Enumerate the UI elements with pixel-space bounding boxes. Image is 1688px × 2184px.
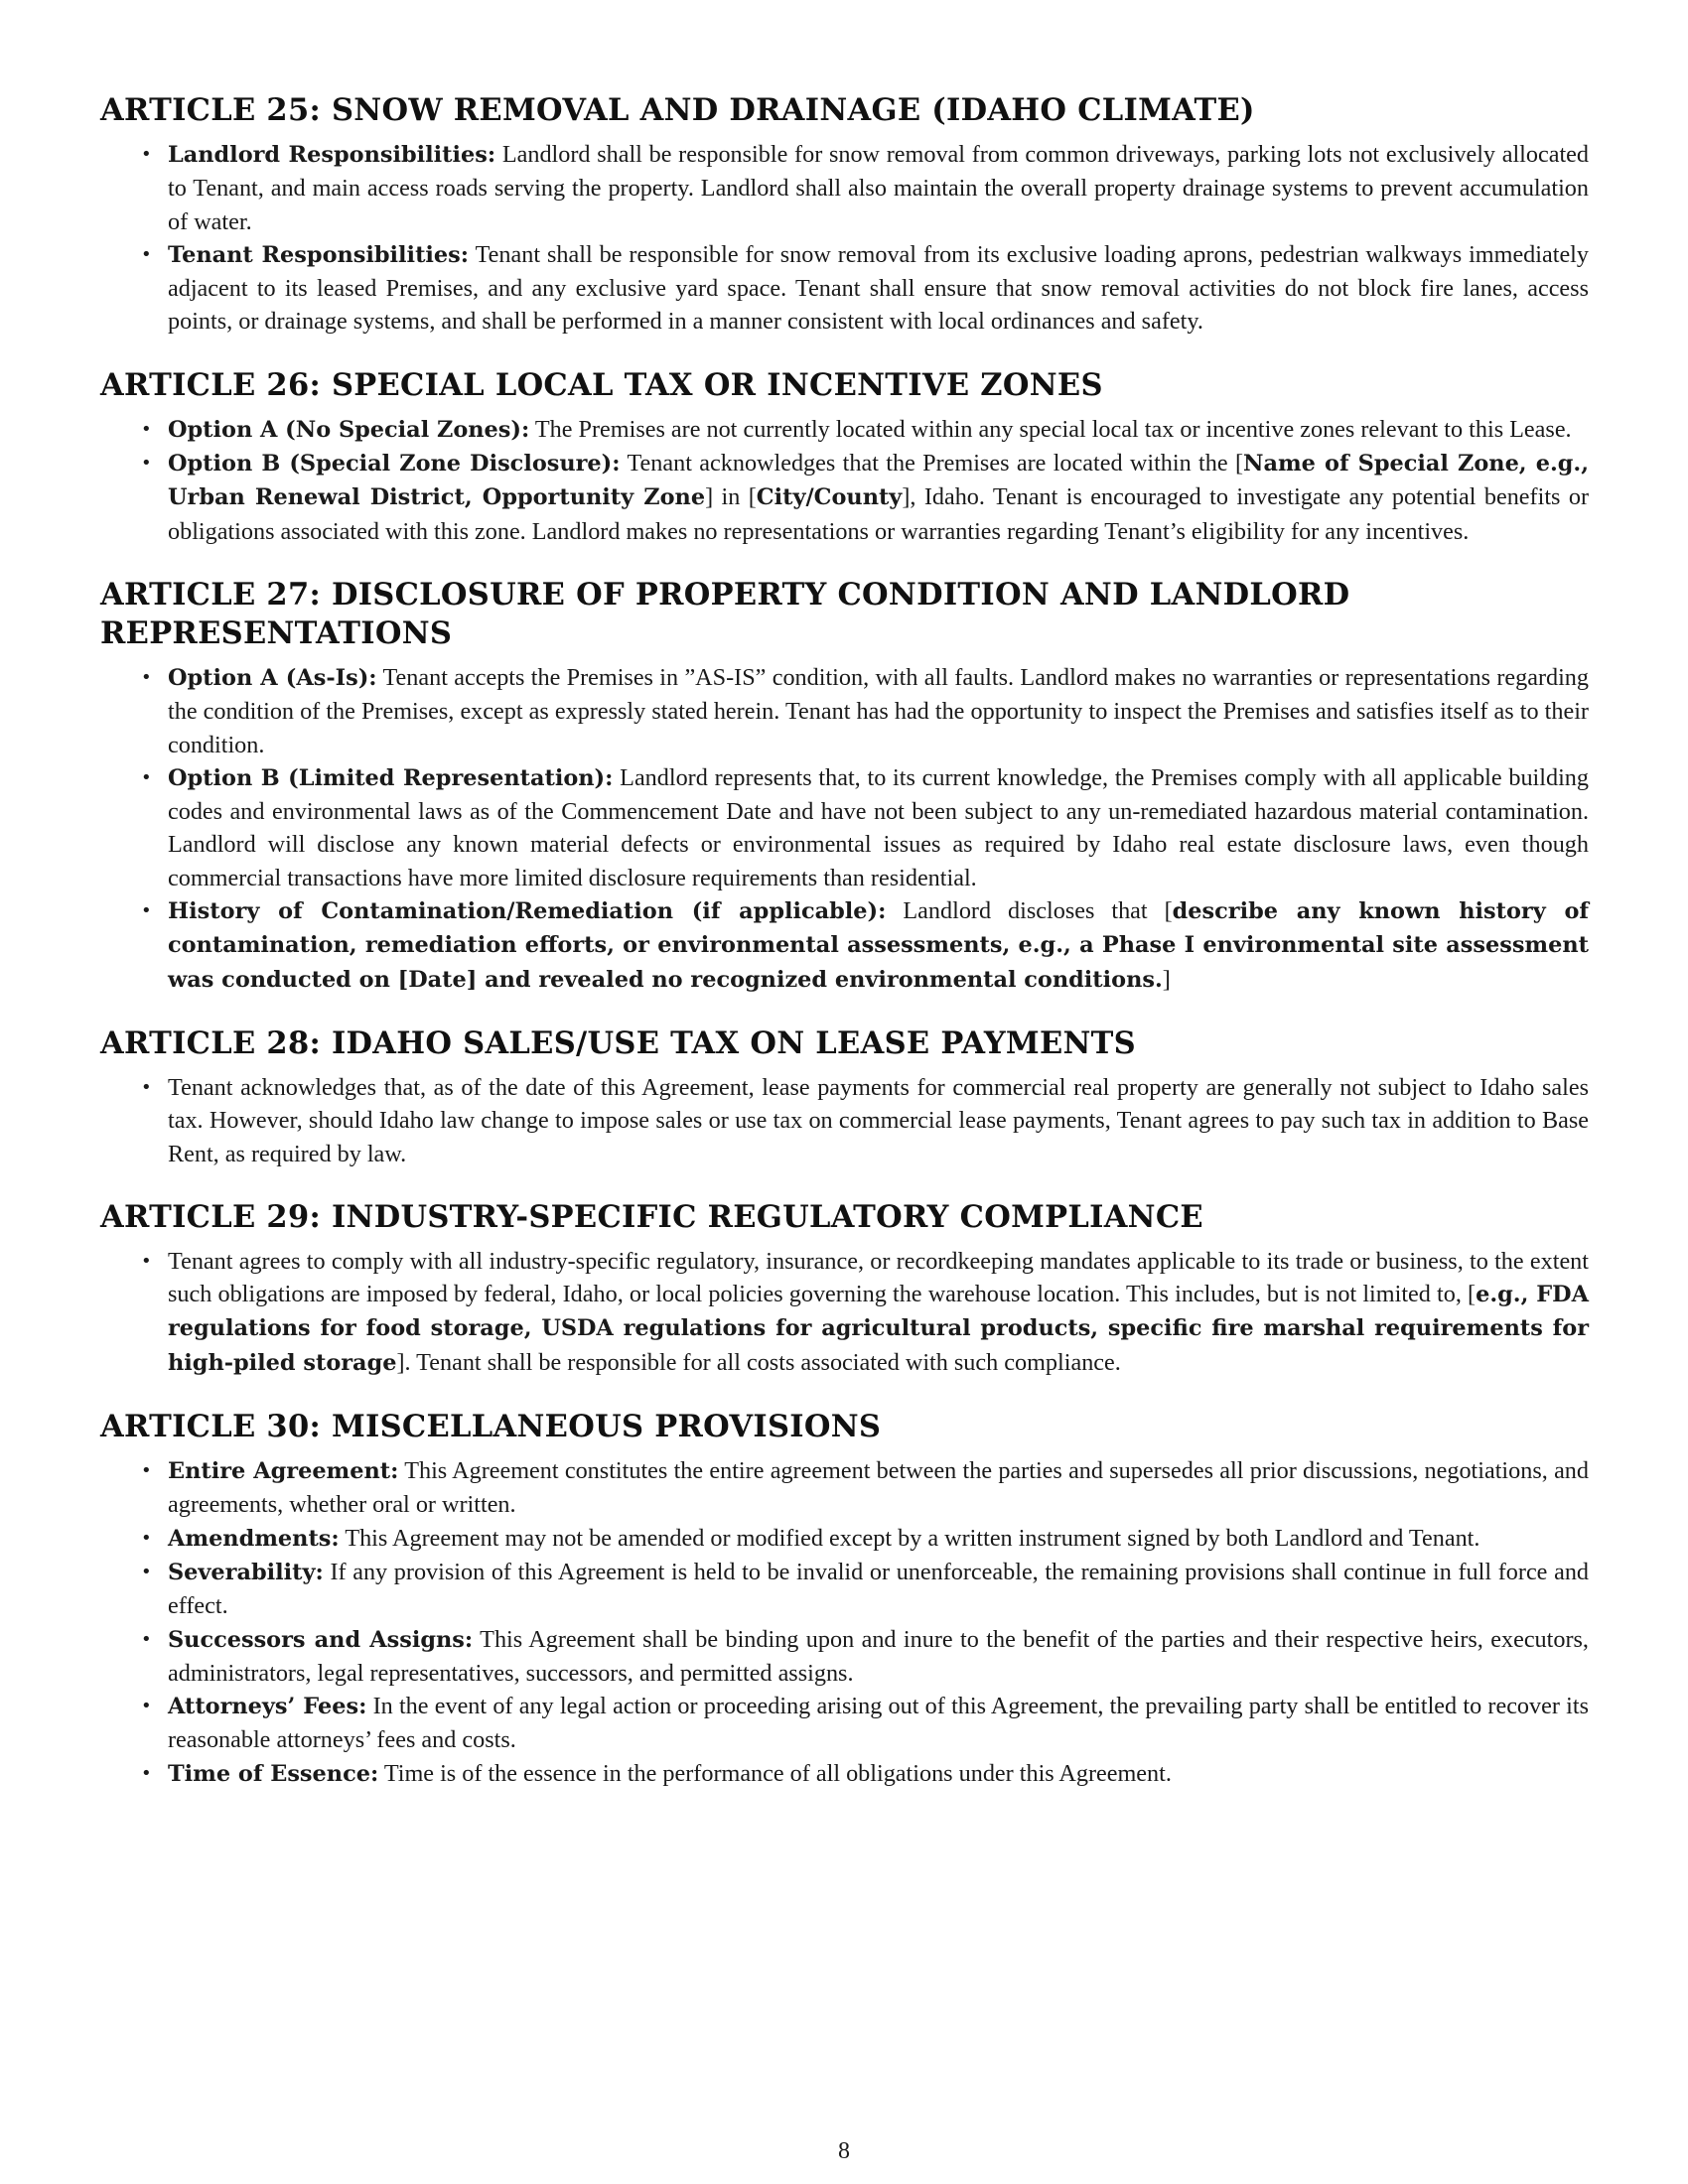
list-item-option-b [141, 447, 1589, 548]
item-text: Landlord shall be responsible for snow removal from common driveways, parking lots not exclusively allocated to Tenant, and main access roads serving the property. Landlord shall also maintain the overall property drainage systems to prevent accumulation of water. [168, 141, 1590, 235]
item-text: Landlord represents that, to its current knowledge, the Premises comply with all applicable building codes and environmental laws as of the Commencement Date and have not been subject to any un-remediated hazardous material contamination. Landlord will disclose any known material defects or environmental issues as required by Idaho real estate disclosure laws, even though commercial transactions have more limited disclosure requirements than residential. [168, 763, 1589, 891]
article-list [100, 413, 1589, 548]
item-text: ]. Tenant shall be responsible for all costs associated with such compliance. [396, 1348, 1121, 1376]
list-item-entire-agreement [141, 1454, 1589, 1522]
article-29 [100, 1198, 1589, 1380]
article-28 [100, 1024, 1589, 1170]
bullet-icon: • [141, 243, 152, 265]
article-list [100, 1245, 1589, 1380]
bullet-icon: • [141, 1628, 152, 1650]
item-text: Tenant acknowledges that the Premises are located within the [ [627, 450, 1244, 478]
item-label: History of Contamination/Remediation (if applicable): [168, 898, 887, 925]
item-text: This Agreement shall be binding upon and inure to the benefit of the parties and their respective heirs, executors, administrators, legal representatives, successors, and permitted assigns. [168, 1625, 1589, 1687]
item-label: Time of Essence: [168, 1760, 379, 1787]
item-label: Entire Agreement: [168, 1458, 399, 1485]
article-30 [100, 1408, 1589, 1791]
item-label: Option B (Limited Representation): [168, 764, 614, 791]
list-item-landlord-responsibilities [141, 138, 1590, 238]
item-text: This Agreement constitutes the entire agreement between the parties and supersedes all prior discussions, negotiations, and agreements, whether oral or written. [168, 1457, 1589, 1519]
article-27 [100, 576, 1589, 997]
placeholder-contamination-description: describe any known history of contamination, remediation efforts, or environmental assessments, e.g., a Phase I environmental site assessment was conducted on [Date] and revealed no recognized environmental conditions. [168, 898, 1590, 993]
placeholder-city-county: City/County [756, 484, 903, 511]
list-item-severability [141, 1556, 1590, 1623]
item-text: Tenant accepts the Premises in ”AS-IS” condition, with all faults. Landlord makes no warranties or representations regarding the condition of the Premises, except as expressly stated herein. Tenant has had the opportunity to inspect the Premises and satisfies itself as to their condition. [168, 663, 1589, 758]
article-list [100, 1454, 1589, 1791]
article-list [100, 661, 1589, 997]
article-title: ARTICLE 28: IDAHO SALES/USE TAX ON LEASE PAYMENTS [100, 1024, 1137, 1061]
list-item-attorneys-fees [141, 1690, 1589, 1757]
list-item-tenant-responsibilities [141, 238, 1589, 339]
item-text: Tenant acknowledges that, as of the date of this Agreement, lease payments for commercial real property are generally not subject to Idaho sales tax. However, should Idaho law change to impose sales or use tax on commercial lease payments, Tenant agrees to pay such tax in addition to Base Rent, as required by law. [168, 1073, 1589, 1167]
item-text: Time is of the essence in the performance of all obligations under this Agreement. [383, 1759, 1172, 1787]
list-item-option-a [141, 413, 1589, 447]
list-item-option-a [141, 661, 1589, 761]
item-label: Tenant Responsibilities: [168, 241, 470, 268]
article-title: ARTICLE 29: INDUSTRY-SPECIFIC REGULATORY COMPLIANCE [100, 1198, 1203, 1235]
bullet-icon: • [141, 666, 152, 688]
page-number: 8 [838, 2138, 850, 2164]
item-text: In the event of any legal action or proceeding arising out of this Agreement, the prevailing party shall be entitled to recover its reasonable attorneys’ fees and costs. [168, 1693, 1589, 1754]
bullet-icon: • [141, 1250, 152, 1272]
item-label: Successors and Assigns: [168, 1626, 474, 1653]
item-text: Landlord discloses that [ [903, 897, 1173, 925]
article-25 [100, 91, 1589, 339]
article-title: ARTICLE 26: SPECIAL LOCAL TAX OR INCENTIVE ZONES [100, 366, 1103, 403]
bullet-icon: • [141, 1076, 152, 1098]
item-label: Amendments: [168, 1525, 340, 1552]
list-item-regulatory-compliance [141, 1245, 1589, 1380]
list-item-time-of-essence [141, 1757, 1589, 1791]
bullet-icon: • [141, 418, 152, 440]
bullet-icon: • [141, 453, 152, 475]
list-item-sales-tax [141, 1071, 1589, 1170]
article-26 [100, 366, 1589, 548]
article-title: ARTICLE 30: MISCELLANEOUS PROVISIONS [100, 1409, 882, 1445]
bullet-icon: • [141, 1527, 152, 1549]
item-label: Landlord Responsibilities: [168, 142, 496, 168]
article-title: ARTICLE 25: SNOW REMOVAL AND DRAINAGE (IDAHO CLIMATE) [100, 92, 1255, 128]
bullet-icon: • [141, 1762, 152, 1784]
bullet-icon: • [141, 766, 152, 788]
article-list [100, 138, 1589, 339]
list-item-contamination-history [141, 894, 1590, 997]
item-label: Option B (Special Zone Disclosure): [168, 451, 621, 478]
item-label: Attorneys’ Fees: [168, 1694, 367, 1720]
bullet-icon: • [141, 144, 152, 165]
item-text: This Agreement may not be amended or modified except by a written instrument signed by both Landlord and Tenant. [345, 1524, 1480, 1552]
bullet-icon: • [141, 1696, 152, 1717]
item-label: Severability: [168, 1559, 324, 1585]
item-text: Tenant shall be responsible for snow removal from its exclusive loading aprons, pedestrian walkways immediately adjacent to its leased Premises, and any exclusive yard space. Tenant shall ensure that snow removal activities do not block fire lanes, access points, or drainage systems, and shall be performed in a manner consistent with local ordinances and safety. [168, 240, 1589, 336]
item-text: Tenant agrees to comply with all industry-specific regulatory, insurance, or recordkeeping mandates applicable to its trade or business, to the extent such obligations are imposed by federal, Idaho, or local policies governing the warehouse location. This includes, but is not limited to, [ [168, 1247, 1589, 1308]
item-text: ] in [ [705, 483, 757, 511]
article-title: ARTICLE 27: DISCLOSURE OF PROPERTY CONDITION AND LANDLORD REPRESENTATIONS [100, 576, 1350, 651]
list-item-option-b [141, 761, 1589, 894]
bullet-icon: • [141, 1460, 152, 1482]
bullet-icon: • [141, 900, 152, 922]
item-text: The Premises are not currently located within any special local tax or incentive zones relevant to this Lease. [534, 415, 1572, 443]
placeholder-special-zone: Name of Special Zone, e.g., Urban Renewal District, Opportunity Zone [168, 451, 1589, 511]
placeholder-regulations: e.g., FDA regulations for food storage, USDA regulations for agricultural products, specific fire marshal requirements for high-piled storage [168, 1282, 1589, 1376]
item-text: ], Idaho. Tenant is encouraged to investigate any potential benefits or obligations associated with this zone. Landlord makes no representations or warranties regarding Tenant’s eligibility for any incentives. [168, 483, 1589, 545]
item-label: Option A (As-Is): [168, 664, 377, 691]
list-item-successors [141, 1623, 1589, 1691]
item-text: If any provision of this Agreement is held to be invalid or unenforceable, the remaining provisions shall continue in full force and effect. [168, 1558, 1590, 1620]
bullet-icon: • [141, 1561, 152, 1582]
list-item-amendments [141, 1522, 1589, 1556]
article-list [100, 1071, 1589, 1170]
item-text: ] [1162, 965, 1171, 993]
item-label: Option A (No Special Zones): [168, 416, 530, 443]
